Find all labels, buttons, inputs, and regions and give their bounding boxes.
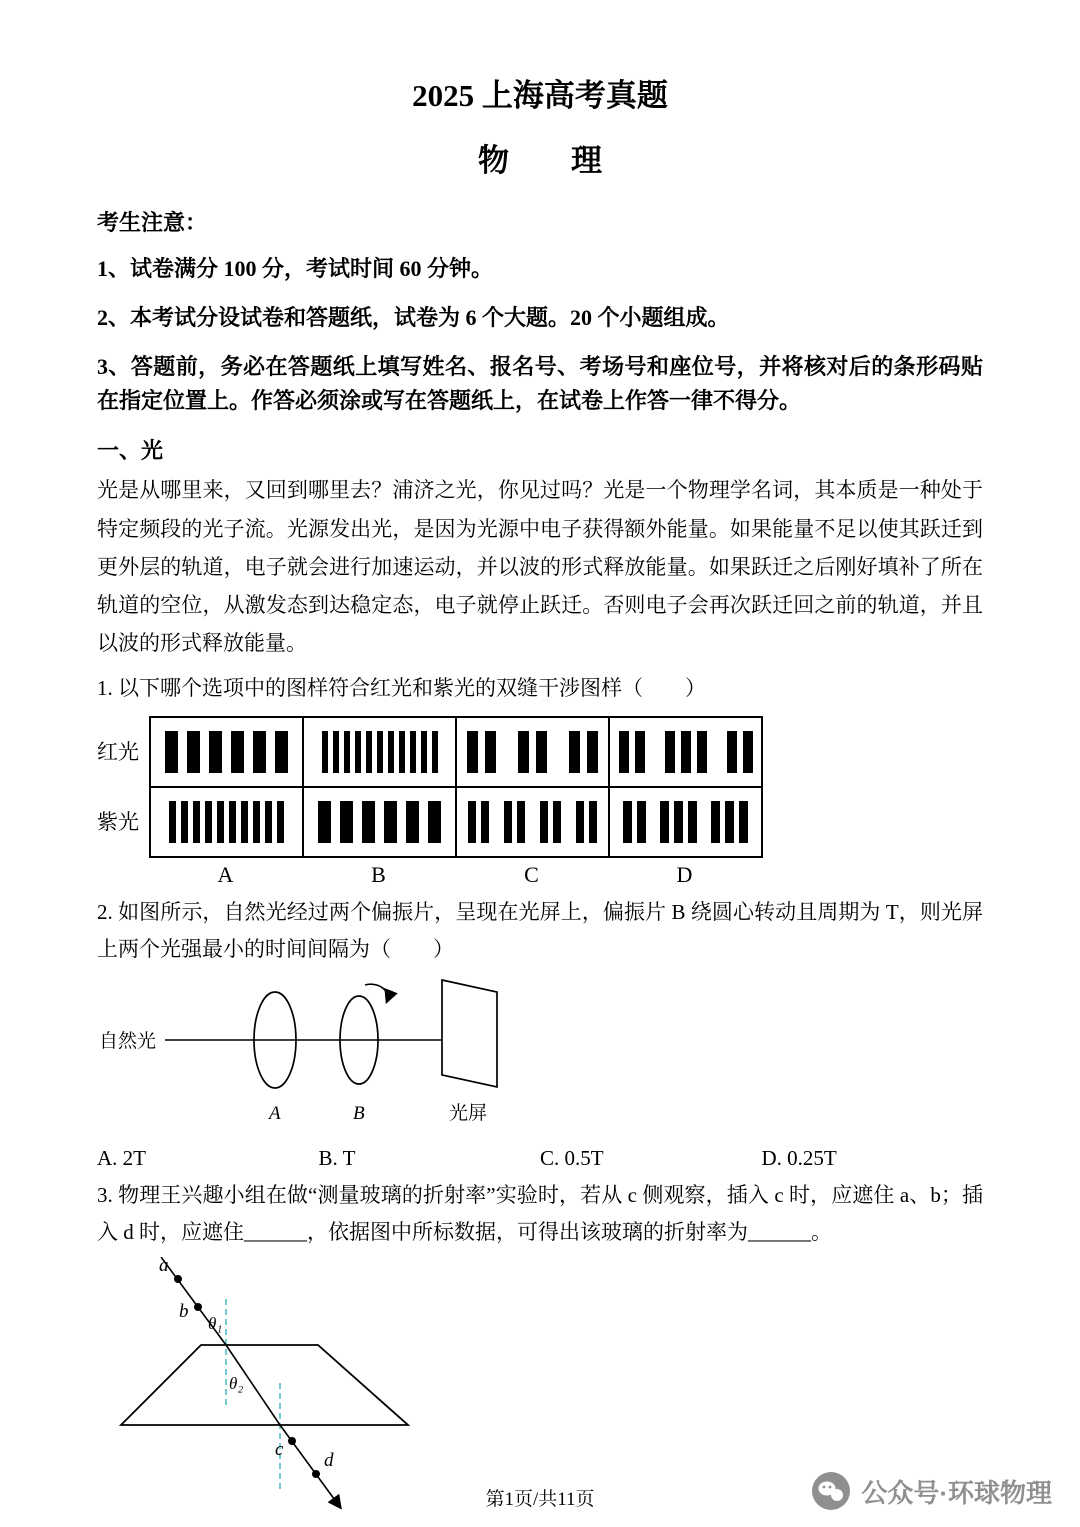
watermark-text: 公众号·环球物理: [861, 1477, 1052, 1508]
q2-option-a: A. 2T: [97, 1145, 146, 1170]
watermark: [811, 1471, 1052, 1511]
notice-heading: 考生注意：: [97, 210, 208, 235]
pin-d-label: d: [324, 1450, 334, 1472]
fringe-cell-B-red: [304, 718, 457, 788]
wechat-logo-icon: [811, 1471, 851, 1511]
q3-refraction-diagram: [103, 1257, 433, 1515]
option-letter-D: D: [676, 861, 693, 887]
glass-prism-shape: [121, 1345, 408, 1425]
pin-c-dot: [288, 1437, 296, 1445]
theta2-label: θ₂: [229, 1374, 244, 1394]
question-1-text: 1. 以下哪个选项中的图样符合红光和紫光的双缝干涉图样（ ）: [97, 676, 706, 701]
fringe-pattern-C-violet: [468, 801, 597, 843]
theta1-label: θ₁: [208, 1314, 223, 1334]
row-label-red-light: 红光: [97, 739, 139, 764]
fringe-pattern-D-red: [619, 731, 753, 773]
q2-option-c: C. 0.5T: [540, 1145, 604, 1170]
fringe-pattern-C-red: [467, 731, 598, 773]
polarizer-b-label: B: [353, 1102, 365, 1124]
question-3-text: 3. 物理王兴趣小组在做“测量玻璃的折射率”实验时，若从 c 侧观察，插入 c 时，应遮住 a、b；插入 d 时，应遮住______，依据图中所标数据，可得出该玻璃的折射率为______。: [97, 1182, 983, 1244]
page-number: 第1页/共11页: [485, 1489, 595, 1510]
notice-item-1: 1、试卷满分 100 分，考试时间 60 分钟。: [97, 256, 494, 281]
page-title: 2025 上海高考真题: [412, 78, 668, 113]
section-1-intro: 光是从哪里来，又回到哪里去？浦济之光，你见过吗？光是一个物理学名词，其本质是一种处于特定频段的光子流。光源发出光，是因为光源中电子获得额外能量。如果能量不足以使其跃迁到更外层的轨道，电子就会进行加速运动，并以波的形式释放能量。如果跃迁之后刚好填补了所在轨道的空位，从激发态到达稳定态，电子就停止跃迁。否则电子会再次跃迁回之前的轨道，并且以波的形式释放能量。: [97, 478, 983, 656]
row-label-violet-light: 紫光: [97, 809, 139, 834]
fringe-pattern-A-red: [165, 731, 288, 773]
fringe-cell-A-violet: [151, 788, 304, 858]
polarizer-a-label: A: [269, 1102, 281, 1124]
notice-item-3: 3、答题前，务必在答题纸上填写姓名、报名号、考场号和座位号，并将核对后的条形码贴在指定位置上。作答必须涂或写在答题纸上，在试卷上作答一律不得分。: [97, 354, 983, 414]
section-1-heading: 一、光: [97, 438, 164, 464]
q1-option-letters: [149, 860, 761, 888]
q1-row-labels: [97, 716, 149, 858]
option-letter-C: C: [524, 861, 539, 887]
fringe-cell-D-violet: [610, 788, 763, 858]
option-letter-B: B: [371, 861, 386, 887]
q2-polarizer-diagram: [97, 975, 527, 1127]
q2-option-b: B. T: [318, 1145, 356, 1170]
fringe-cell-C-red: [457, 718, 610, 788]
fringe-table: [149, 716, 763, 858]
natural-light-label: 自然光: [99, 1030, 157, 1052]
pin-d-dot: [312, 1470, 320, 1478]
q2-options-row: [97, 1146, 983, 1171]
fringe-pattern-D-violet: [623, 801, 748, 843]
fringe-cell-A-red: [151, 718, 304, 788]
q1-interference-figure: [97, 716, 983, 858]
fringe-pattern-B-violet: [318, 801, 441, 843]
fringe-pattern-B-red: [322, 731, 438, 773]
pin-a-label: a: [159, 1257, 169, 1277]
q2-polarizer-figure: [97, 975, 983, 1132]
pin-b-label: b: [179, 1301, 189, 1323]
notice-item-2: 2、本考试分设试卷和答题纸，试卷为 6 个大题。20 个小题组成。: [97, 305, 730, 331]
q2-option-d: D. 0.25T: [761, 1145, 837, 1170]
pin-a-dot: [174, 1275, 182, 1283]
pin-c-label: c: [275, 1439, 284, 1461]
subject-title: 物 理: [478, 143, 602, 178]
question-2-text: 2. 如图所示，自然光经过两个偏振片，呈现在光屏上，偏振片 B 绕圆心转动且周期为 T，则光屏上两个光强最小的时间间隔为（ ）: [97, 899, 983, 962]
pin-b-dot: [194, 1303, 202, 1311]
fringe-cell-D-red: [610, 718, 763, 788]
screen-label: 光屏: [449, 1102, 488, 1124]
fringe-cell-B-violet: [304, 788, 457, 858]
rotation-arrow-icon: [365, 984, 388, 1001]
fringe-pattern-A-violet: [169, 801, 284, 843]
screen-shape: [442, 980, 497, 1087]
option-letter-A: A: [217, 861, 234, 887]
fringe-cell-C-violet: [457, 788, 610, 858]
